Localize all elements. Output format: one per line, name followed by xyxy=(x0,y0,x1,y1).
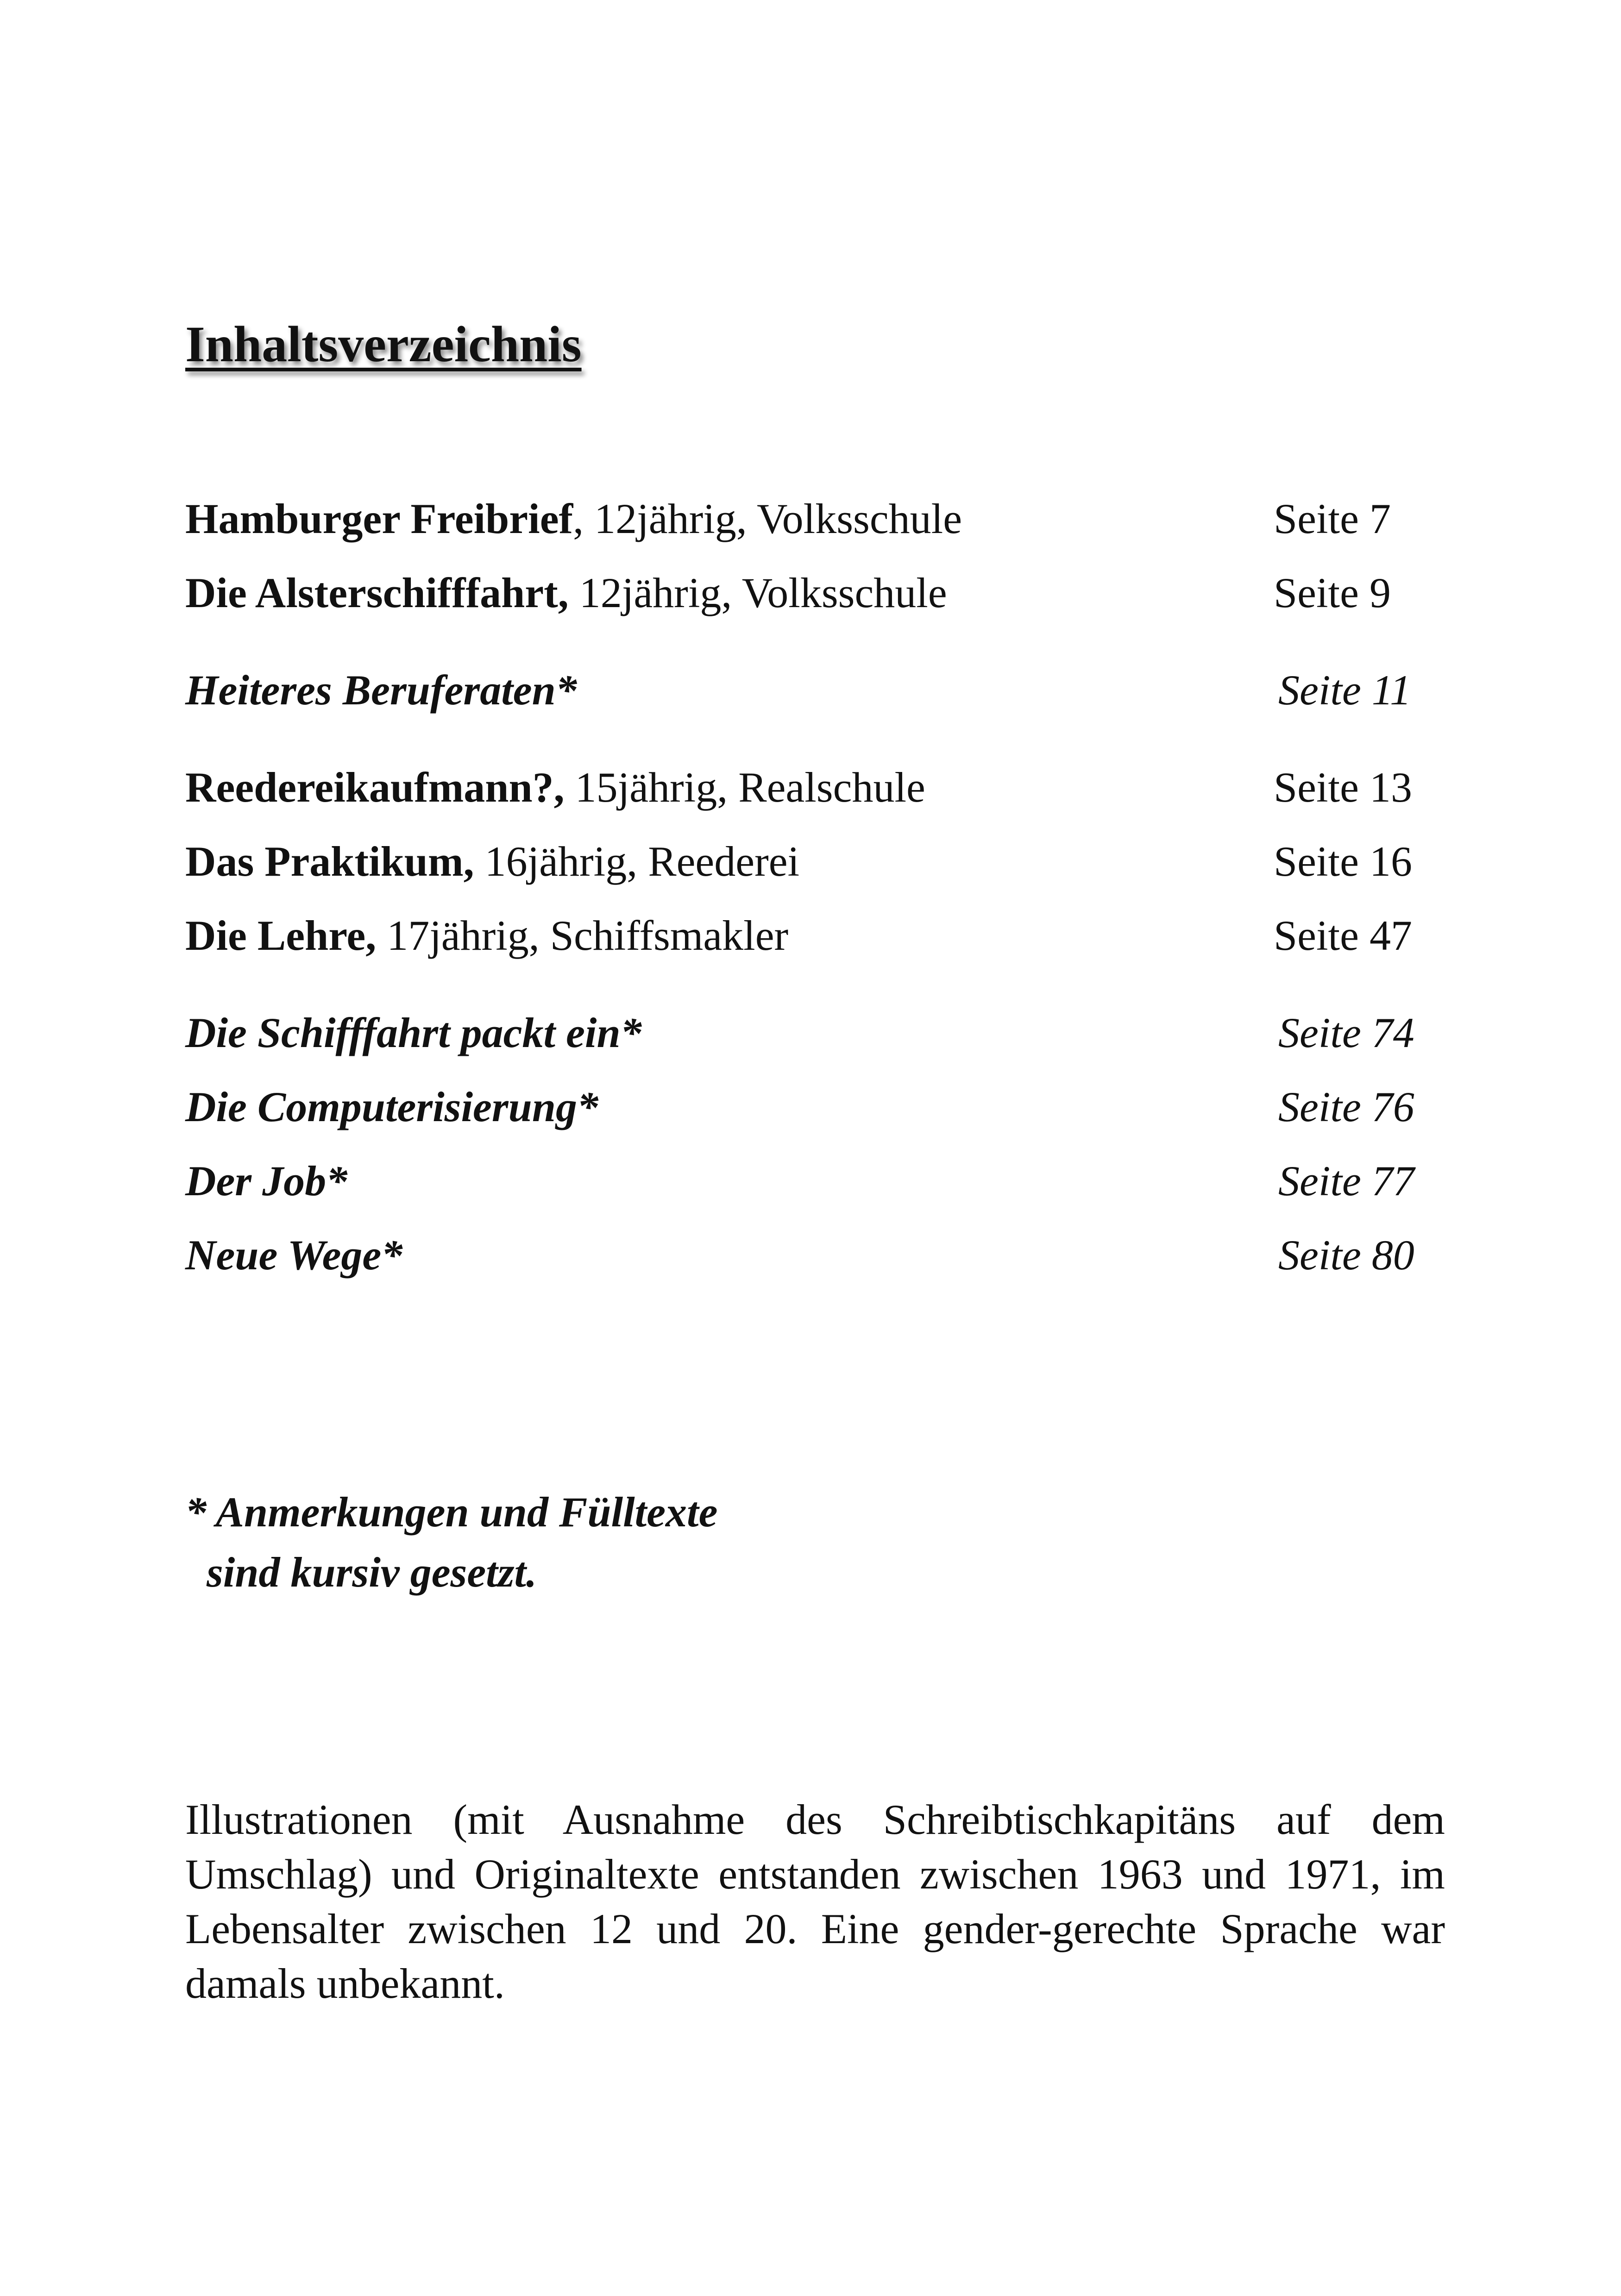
toc-group-notes xyxy=(185,996,1459,1292)
toc-entry-title: Das Praktikum, xyxy=(185,838,474,885)
toc-page-ref: Seite 9 xyxy=(1274,569,1391,616)
toc-entry-title: Heiteres Beruferaten* xyxy=(185,666,577,714)
footnote-line: sind kursiv gesetzt. xyxy=(185,1549,537,1596)
toc-entry[interactable] xyxy=(185,750,1459,824)
toc-entry[interactable] xyxy=(185,653,1459,727)
toc-entry-title: Neue Wege* xyxy=(185,1231,403,1279)
table-of-contents xyxy=(185,482,1459,1315)
toc-entry-detail: 15jährig, Realschule xyxy=(564,764,925,811)
page-title: Inhaltsverzeichnis xyxy=(185,316,582,372)
toc-entry[interactable] xyxy=(185,556,1459,630)
toc-entry-title: Die Schifffahrt packt ein* xyxy=(185,1009,642,1056)
toc-entry-detail: 16jährig, Reederei xyxy=(474,838,800,885)
toc-page-ref: Seite 74 xyxy=(1278,1009,1414,1056)
toc-entry-detail: , 12jährig, Volksschule xyxy=(573,495,962,542)
toc-entry-title: Der Job* xyxy=(185,1157,348,1204)
toc-entry[interactable] xyxy=(185,1070,1459,1144)
toc-group-career xyxy=(185,750,1459,972)
toc-entry[interactable] xyxy=(185,824,1459,898)
toc-entry-title: Die Computerisierung* xyxy=(185,1083,599,1130)
toc-entry-detail: 17jährig, Schiffsmakler xyxy=(376,912,789,959)
toc-entry[interactable] xyxy=(185,482,1459,556)
toc-page-ref: Seite 80 xyxy=(1278,1231,1414,1279)
toc-entry[interactable] xyxy=(185,996,1459,1070)
toc-group-interlude xyxy=(185,653,1459,727)
toc-entry[interactable] xyxy=(185,1218,1459,1292)
toc-page-ref: Seite 13 xyxy=(1274,764,1412,811)
footnote xyxy=(185,1482,717,1602)
toc-entry-title: Reedereikaufmann?, xyxy=(185,764,565,811)
toc-page-ref: Seite 16 xyxy=(1274,838,1412,885)
toc-entry-title: Hamburger Freibrief xyxy=(185,495,573,542)
toc-entry-detail: 12jährig, Volksschule xyxy=(568,569,947,616)
footnote-line: * Anmerkungen und Fülltexte xyxy=(185,1488,718,1536)
toc-page-ref: Seite 11 xyxy=(1278,666,1411,714)
toc-page-ref: Seite 76 xyxy=(1278,1083,1414,1130)
illustration-note: Illustrationen (mit Ausnahme des Schreibtischkapitäns auf dem Umschlag) und Originaltexte entstanden zwischen 1963 und 1971, im Lebensalter zwischen 12 und 20. Eine gender-gerechte Sprache war damals unbekannt. xyxy=(185,1796,1445,2007)
toc-page-ref: Seite 77 xyxy=(1278,1157,1414,1204)
toc-entry-title: Die Alsterschifffahrt, xyxy=(185,569,569,616)
toc-page-ref: Seite 7 xyxy=(1274,495,1391,542)
toc-entry[interactable] xyxy=(185,898,1459,972)
toc-page-ref: Seite 47 xyxy=(1274,912,1412,959)
toc-entry-title: Die Lehre, xyxy=(185,912,377,959)
toc-group-school xyxy=(185,482,1459,630)
toc-entry[interactable] xyxy=(185,1144,1459,1218)
